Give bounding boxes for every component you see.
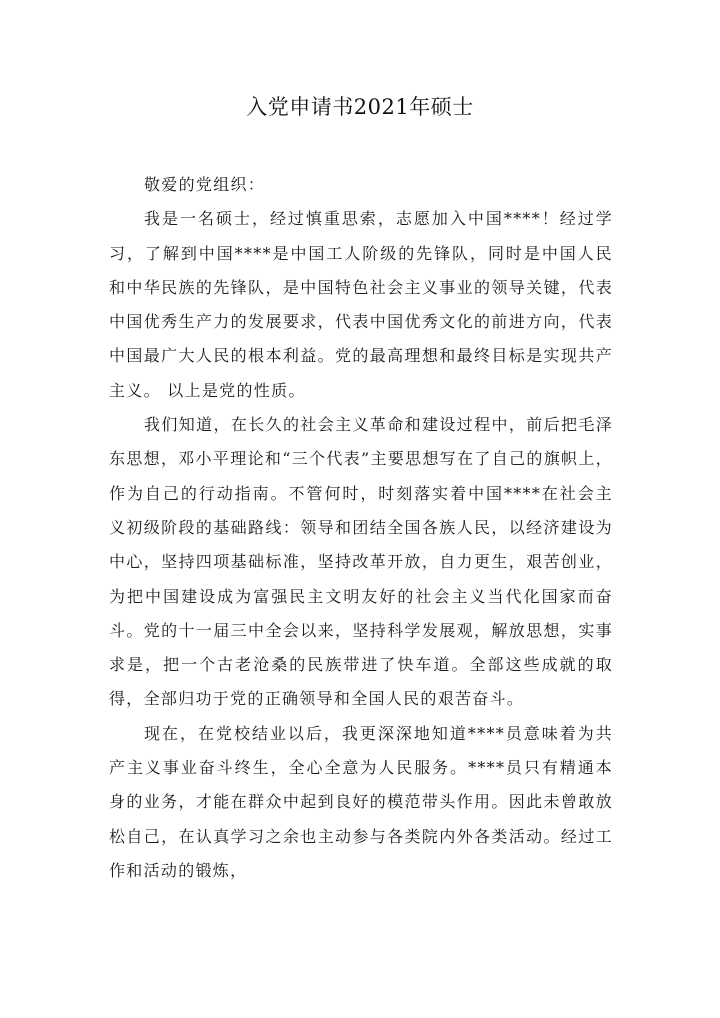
- document-title: 入党申请书2021年硕士: [246, 95, 474, 119]
- paragraph-2: 我们知道，在长久的社会主义革命和建设过程中，前后把毛泽东思想，邓小平理论和“三个代表”主要思想写在了自己的旗帜上，作为自己的行动指南。不管何时，时刻落实着中国****在社会主义初级阶段的基础路线：领导和团结全国各族人民，以经济建设为中心，坚持四项基础标准，坚持改革开放，自力更生，艰苦创业，为把中国建设成为富强民主文明友好的社会主义当代化国家而奋斗。党的十一届三中全会以来，坚持科学发展观，解放思想，实事求是，把一个古老沧桑的民族带进了快车道。全部这些成就的取得，全部归功于党的正确领导和全国人民的艰苦奋斗。: [109, 415, 613, 709]
- paragraph-1: 我是一名硕士，经过慎重思索，志愿加入中国****！经过学习，了解到中国****是中国工人阶级的先锋队，同时是中国人民和中华民族的先锋队，是中国特色社会主义事业的领导关键，代表中国优秀生产力的发展要求，代表中国优秀文化的前进方向，代表中国最广大人民的根本利益。党的最高理想和最终目标是实现共产主义。 以上是党的性质。: [109, 209, 613, 400]
- paragraph-3: 现在，在党校结业以后，我更深深地知道****员意味着为共产主义事业奋斗终生，全心全意为人民服务。****员只有精通本身的业务，才能在群众中起到良好的模范带头作用。因此未曾敢放松自己，在认真学习之余也主动参与各类院内外各类活动。经过工作和活动的锻炼，: [109, 723, 613, 880]
- salutation: 敬爱的党组织：: [144, 175, 266, 194]
- document-body: [109, 168, 613, 888]
